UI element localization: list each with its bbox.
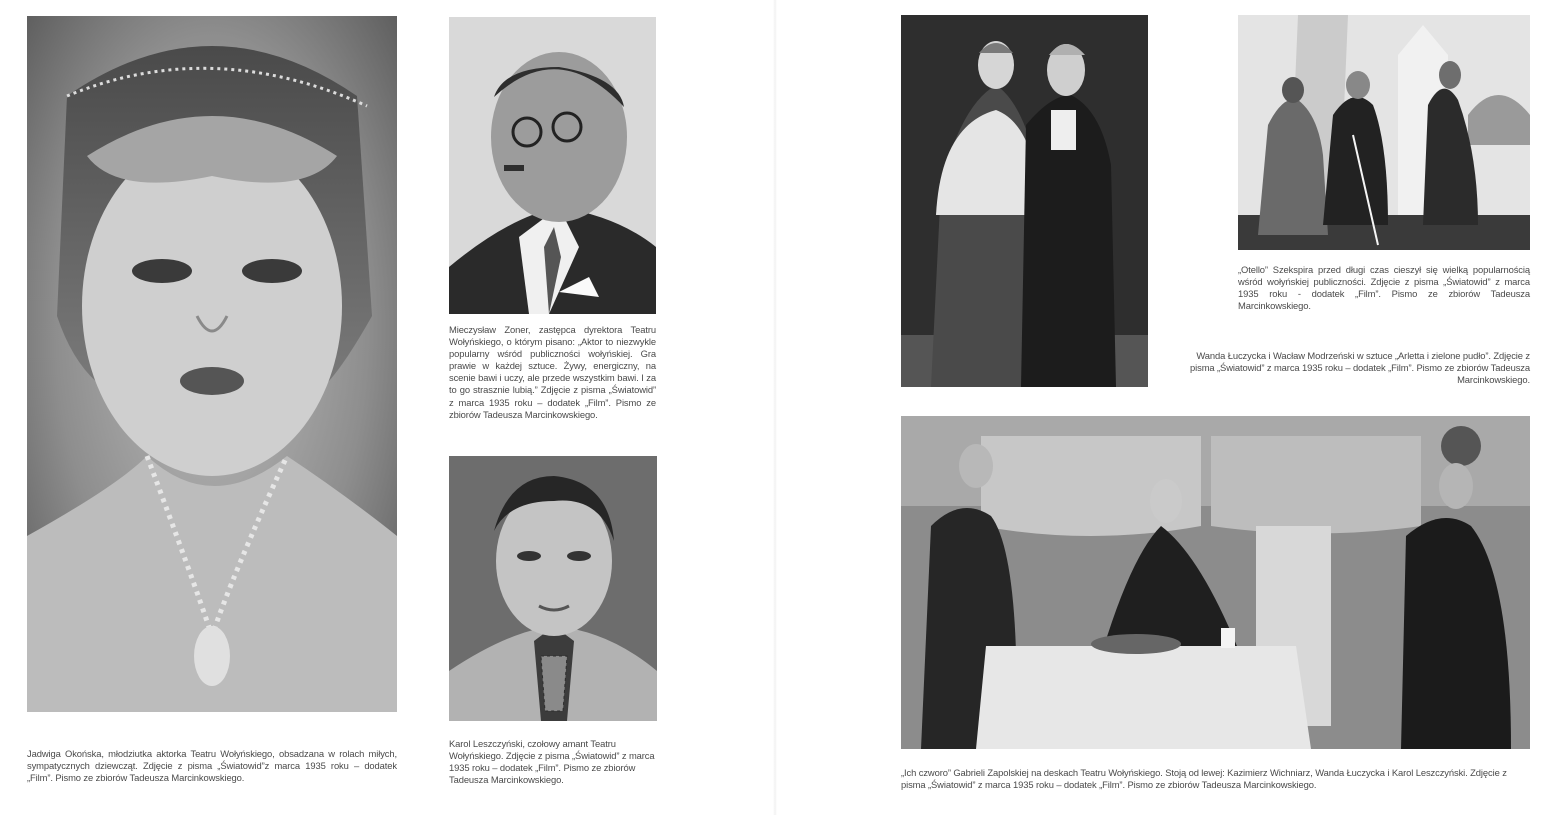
caption-zoner: Mieczysław Zoner, zastępca dyrektora Teatru Wołyńskiego, o którym pisano: „Aktor to niezwykle popularny wśród publiczności wołyńskiej. Gra prawie w każdej sztuce. Żywy, energiczny, na scenie bawi i uczy, ale przede wszystkim bawi. I za to go strasznie lubią.” Zdjęcie z pisma „Światowid” z marca 1935 roku – dodatek „Film”. Pismo ze zbiorów Tadeusza Marcinkowskiego. xyxy=(449,324,656,420)
photo-zoner xyxy=(449,17,656,314)
photo-okonska xyxy=(27,16,397,712)
caption-arletta: Wanda Łuczycka i Wacław Modrzeński w sztuce „Arletta i zielone pudło”. Zdjęcie z pisma „Światowid” z marca 1935 roku – dodatek „Film”. Pismo ze zbiorów Tadeusza Marcinkowskiego. xyxy=(1190,350,1530,386)
caption-leszczynski: Karol Leszczyński, czołowy amant Teatru Wołyńskiego. Zdjęcie z pisma „Światowid” z marca 1935 roku – dodatek „Film”. Pismo ze zbiorów Tadeusza Marcinkowskiego. xyxy=(449,738,655,786)
photo-otello xyxy=(1238,15,1530,250)
caption-ich-czworo: „Ich czworo” Gabrieli Zapolskiej na deskach Teatru Wołyńskiego. Stoją od lewej: Kazimierz Wichniarz, Wanda Łuczycka i Karol Leszczyński. Zdjęcie z pisma „Światowid” z marca 1935 roku – dodatek „Film”. Pismo ze zbiorów Tadeusza Marcinkowskiego. xyxy=(901,767,1507,791)
caption-otello: „Otello” Szekspira przed długi czas cieszył się wielką popularnością wśród wołyńskiej publiczności. Zdjęcie z pisma „Światowid” z marca 1935 roku - dodatek „Film”. Pismo ze zbiorów Tadeusza Marcinkowskiego. xyxy=(1238,264,1530,312)
photo-ich-czworo xyxy=(901,416,1530,749)
photo-leszczynski xyxy=(449,456,657,721)
photo-arletta xyxy=(901,15,1148,387)
caption-okonska: Jadwiga Okońska, młodziutka aktorka Teatru Wołyńskiego, obsadzana w rolach miłych, sympatycznych dziewcząt. Zdjęcie z pisma „Światowid”z marca 1935 roku – dodatek „Film”. Pismo ze zbiorów Tadeusza Marcinkowskiego. xyxy=(27,748,397,784)
book-spine xyxy=(773,0,777,815)
